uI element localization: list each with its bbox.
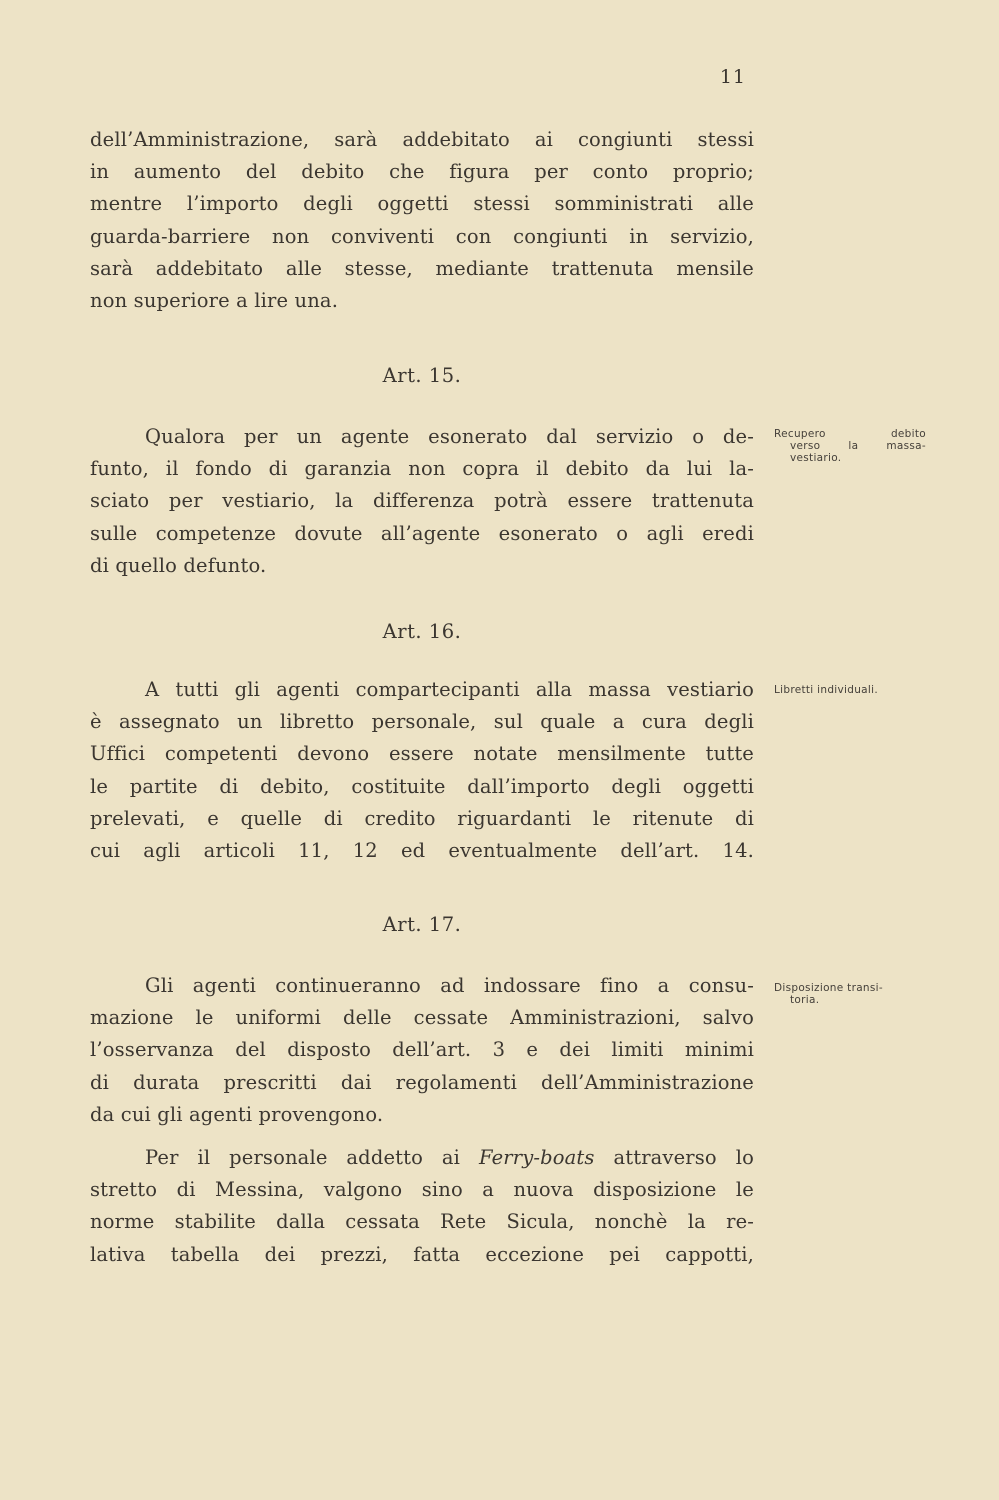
article-16-heading: Art. 16. (382, 620, 462, 643)
text-line: sarà addebitato alle stesse, mediante trattenuta mensile (90, 256, 754, 280)
text-line: sulle competenze dovute all’agente esonerato o agli eredi (90, 521, 754, 545)
margin-note-recupero-debito (774, 428, 926, 464)
ferry-boats-paragraph (90, 1142, 754, 1271)
article-17-heading: Art. 17. (382, 913, 462, 936)
text-line: da cui gli agenti provengono. (90, 1102, 384, 1126)
article-15-heading: Art. 15. (382, 364, 462, 387)
text-line: stretto di Messina, valgono sino a nuova disposizione le (90, 1178, 754, 1202)
text-line: Gli agenti continueranno ad indossare fino a consu- (145, 974, 754, 997)
margin-note-line: Libretti individuali. (774, 684, 878, 696)
text-line: Qualora per un agente esonerato dal servizio o de- (145, 425, 754, 448)
margin-note-line: Disposizione transi- (774, 982, 883, 994)
text-line: sciato per vestiario, la differenza potrà essere trattenuta (90, 489, 754, 513)
text-line: mazione le uniformi delle cessate Amministrazioni, salvo (90, 1006, 754, 1030)
text-line: non superiore a lire una. (90, 288, 339, 312)
margin-note-line: vestiario. (790, 452, 842, 464)
text-line: è assegnato un libretto personale, sul quale a cura degli (90, 710, 754, 734)
margin-note-libretti (774, 684, 926, 696)
text-line: A tutti gli agenti compartecipanti alla massa vestiario (145, 678, 754, 701)
paragraph-continuation (90, 124, 754, 317)
text-line: prelevati, e quelle di credito riguardanti le ritenute di (90, 806, 754, 830)
text-line: lativa tabella dei prezzi, fatta eccezione pei cappotti, (90, 1242, 754, 1266)
text-line: mentre l’importo degli oggetti stessi somministrati alle (90, 192, 754, 216)
italic-term: Ferry-boats (478, 1146, 595, 1169)
margin-note-disposizione-transitoria (774, 982, 926, 1006)
margin-note-line: Recupero debito (774, 428, 926, 440)
article-16-paragraph (90, 674, 754, 867)
text-line: dell’Amministrazione, sarà addebitato ai congiunti stessi (90, 128, 754, 151)
text-line: l’osservanza del disposto dell’art. 3 e dei limiti minimi (90, 1038, 754, 1062)
text-line: funto, il fondo di garanzia non copra il debito da lui la- (90, 457, 754, 481)
page-number: 11 (719, 66, 746, 88)
text-line: le partite di debito, costituite dall’importo degli oggetti (90, 774, 754, 798)
text-fragment: Per il personale addetto ai (145, 1146, 479, 1169)
text-line: guarda-barriere non conviventi con congiunti in servizio, (90, 224, 754, 248)
margin-note-line: toria. (790, 994, 820, 1006)
text-fragment: attraverso lo (594, 1146, 754, 1169)
text-line: di quello defunto. (90, 553, 267, 577)
text-line: cui agli articoli 11, 12 ed eventualmente dell’art. 14. (90, 838, 754, 862)
text-line: in aumento del debito che figura per conto proprio; (90, 160, 754, 184)
text-line: norme stabilite dalla cessata Rete Sicula, nonchè la re- (90, 1210, 754, 1234)
text-line: di durata prescritti dai regolamenti dell’Amministrazione (90, 1070, 754, 1094)
margin-note-line: verso la massa- (790, 440, 926, 452)
text-line: Uffici competenti devono essere notate mensilmente tutte (90, 742, 754, 766)
article-15-paragraph (90, 421, 754, 582)
text-line (90, 1142, 754, 1174)
article-17-paragraph (90, 970, 754, 1131)
